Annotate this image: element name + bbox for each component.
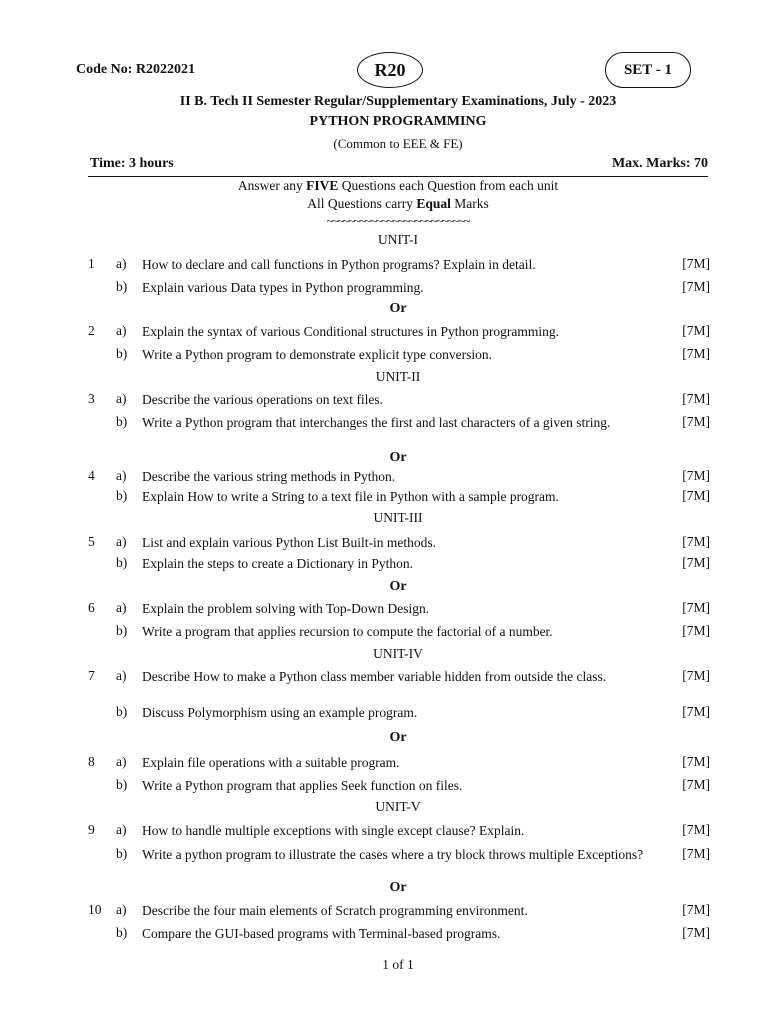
question-text: Describe the various string methods in Python.: [142, 469, 396, 484]
sub-label: a): [116, 902, 127, 917]
or-separator: Or: [389, 730, 407, 745]
unit-heading-2: UNIT-II: [375, 369, 421, 384]
max-marks-label: Max. Marks: 70: [611, 156, 708, 171]
question-marks: [7M]: [682, 414, 710, 429]
question-number: 7: [88, 668, 95, 683]
sub-label: b): [116, 488, 128, 503]
header-rule: [88, 176, 708, 177]
question-text: Explain various Data types in Python programming.: [142, 280, 424, 295]
question-text: Explain file operations with a suitable program.: [142, 755, 400, 770]
question-number: 10: [88, 902, 102, 917]
or-separator: Or: [389, 880, 407, 895]
question-text: Explain the syntax of various Conditional structures in Python programming.: [142, 324, 559, 339]
question-text: Explain the problem solving with Top-Down Design.: [142, 601, 430, 616]
or-separator: Or: [389, 450, 407, 465]
question-marks: [7M]: [682, 754, 710, 769]
question-text: Write a Python program that interchanges the first and last characters of a given string.: [142, 415, 611, 430]
or-separator: Or: [389, 301, 407, 316]
question-number: 5: [88, 534, 95, 549]
question-marks: [7M]: [682, 488, 710, 503]
question-text: Discuss Polymorphism using an example program.: [142, 705, 418, 720]
instruction-line-1: Answer any FIVE Questions each Question from each unit: [237, 178, 559, 193]
sub-label: a): [116, 323, 127, 338]
question-text: List and explain various Python List Built-in methods.: [142, 535, 436, 550]
question-marks: [7M]: [682, 902, 710, 917]
code-number: Code No: R2022021: [76, 62, 195, 77]
question-text: Explain How to write a String to a text file in Python with a sample program.: [142, 489, 559, 504]
sub-label: b): [116, 555, 128, 570]
unit-heading-3: UNIT-III: [373, 510, 423, 525]
question-number: 8: [88, 754, 95, 769]
subject-title: PYTHON PROGRAMMING: [309, 114, 487, 129]
instruction-line-2: All Questions carry Equal Marks: [307, 196, 489, 211]
sub-label: a): [116, 668, 127, 683]
sub-label: b): [116, 279, 128, 294]
question-text: Write a Python program that applies Seek function on files.: [142, 778, 463, 793]
question-text: Compare the GUI-based programs with Terminal-based programs.: [142, 926, 501, 941]
sub-label: b): [116, 623, 128, 638]
question-marks: [7M]: [682, 468, 710, 483]
question-text: Explain the steps to create a Dictionary in Python.: [142, 556, 414, 571]
sub-label: a): [116, 391, 127, 406]
sub-label: a): [116, 468, 127, 483]
sub-label: a): [116, 534, 127, 549]
unit-heading-5: UNIT-V: [375, 799, 421, 814]
question-number: 9: [88, 822, 95, 837]
question-text: Describe How to make a Python class member variable hidden from outside the class.: [142, 669, 607, 684]
question-number: 3: [88, 391, 95, 406]
page-number: 1 of 1: [382, 957, 414, 972]
question-marks: [7M]: [682, 256, 710, 271]
question-marks: [7M]: [682, 534, 710, 549]
question-marks: [7M]: [682, 555, 710, 570]
question-marks: [7M]: [682, 600, 710, 615]
question-marks: [7M]: [682, 279, 710, 294]
time-label: Time: 3 hours: [90, 156, 174, 171]
unit-heading-4: UNIT-IV: [373, 646, 423, 661]
question-marks: [7M]: [682, 391, 710, 406]
question-marks: [7M]: [682, 925, 710, 940]
sub-label: b): [116, 704, 128, 719]
question-text: Describe the various operations on text files.: [142, 392, 384, 407]
question-number: 2: [88, 323, 95, 338]
set-badge: SET - 1: [605, 52, 691, 88]
question-marks: [7M]: [682, 668, 710, 683]
question-text: How to declare and call functions in Python programs? Explain in detail.: [142, 257, 536, 272]
question-marks: [7M]: [682, 704, 710, 719]
sub-label: b): [116, 777, 128, 792]
question-number: 6: [88, 600, 95, 615]
question-number: 4: [88, 468, 95, 483]
question-text: Write a program that applies recursion to compute the factorial of a number.: [142, 624, 553, 639]
sub-label: a): [116, 822, 127, 837]
question-marks: [7M]: [682, 623, 710, 638]
question-marks: [7M]: [682, 846, 710, 861]
tilde-divider: ~~~~~~~~~~~~~~~~~~~~~~~~~~: [326, 214, 470, 228]
question-text: Write a python program to illustrate the cases where a try block throws multiple Exceptions?: [142, 847, 644, 862]
question-marks: [7M]: [682, 777, 710, 792]
question-number: 1: [88, 256, 95, 271]
question-text: How to handle multiple exceptions with single except clause? Explain.: [142, 823, 525, 838]
sub-label: a): [116, 600, 127, 615]
unit-heading-1: UNIT-I: [378, 232, 418, 247]
sub-label: b): [116, 414, 128, 429]
regulation-badge: R20: [357, 52, 423, 88]
question-marks: [7M]: [682, 346, 710, 361]
or-separator: Or: [389, 579, 407, 594]
sub-label: b): [116, 925, 128, 940]
question-text: Write a Python program to demonstrate explicit type conversion.: [142, 347, 492, 362]
sub-label: b): [116, 846, 128, 861]
sub-label: a): [116, 256, 127, 271]
common-to: (Common to EEE & FE): [333, 136, 463, 151]
sub-label: b): [116, 346, 128, 361]
question-marks: [7M]: [682, 822, 710, 837]
question-marks: [7M]: [682, 323, 710, 338]
sub-label: a): [116, 754, 127, 769]
exam-title: II B. Tech II Semester Regular/Supplementary Examinations, July - 2023: [179, 94, 617, 109]
question-text: Describe the four main elements of Scratch programming environment.: [142, 903, 528, 918]
